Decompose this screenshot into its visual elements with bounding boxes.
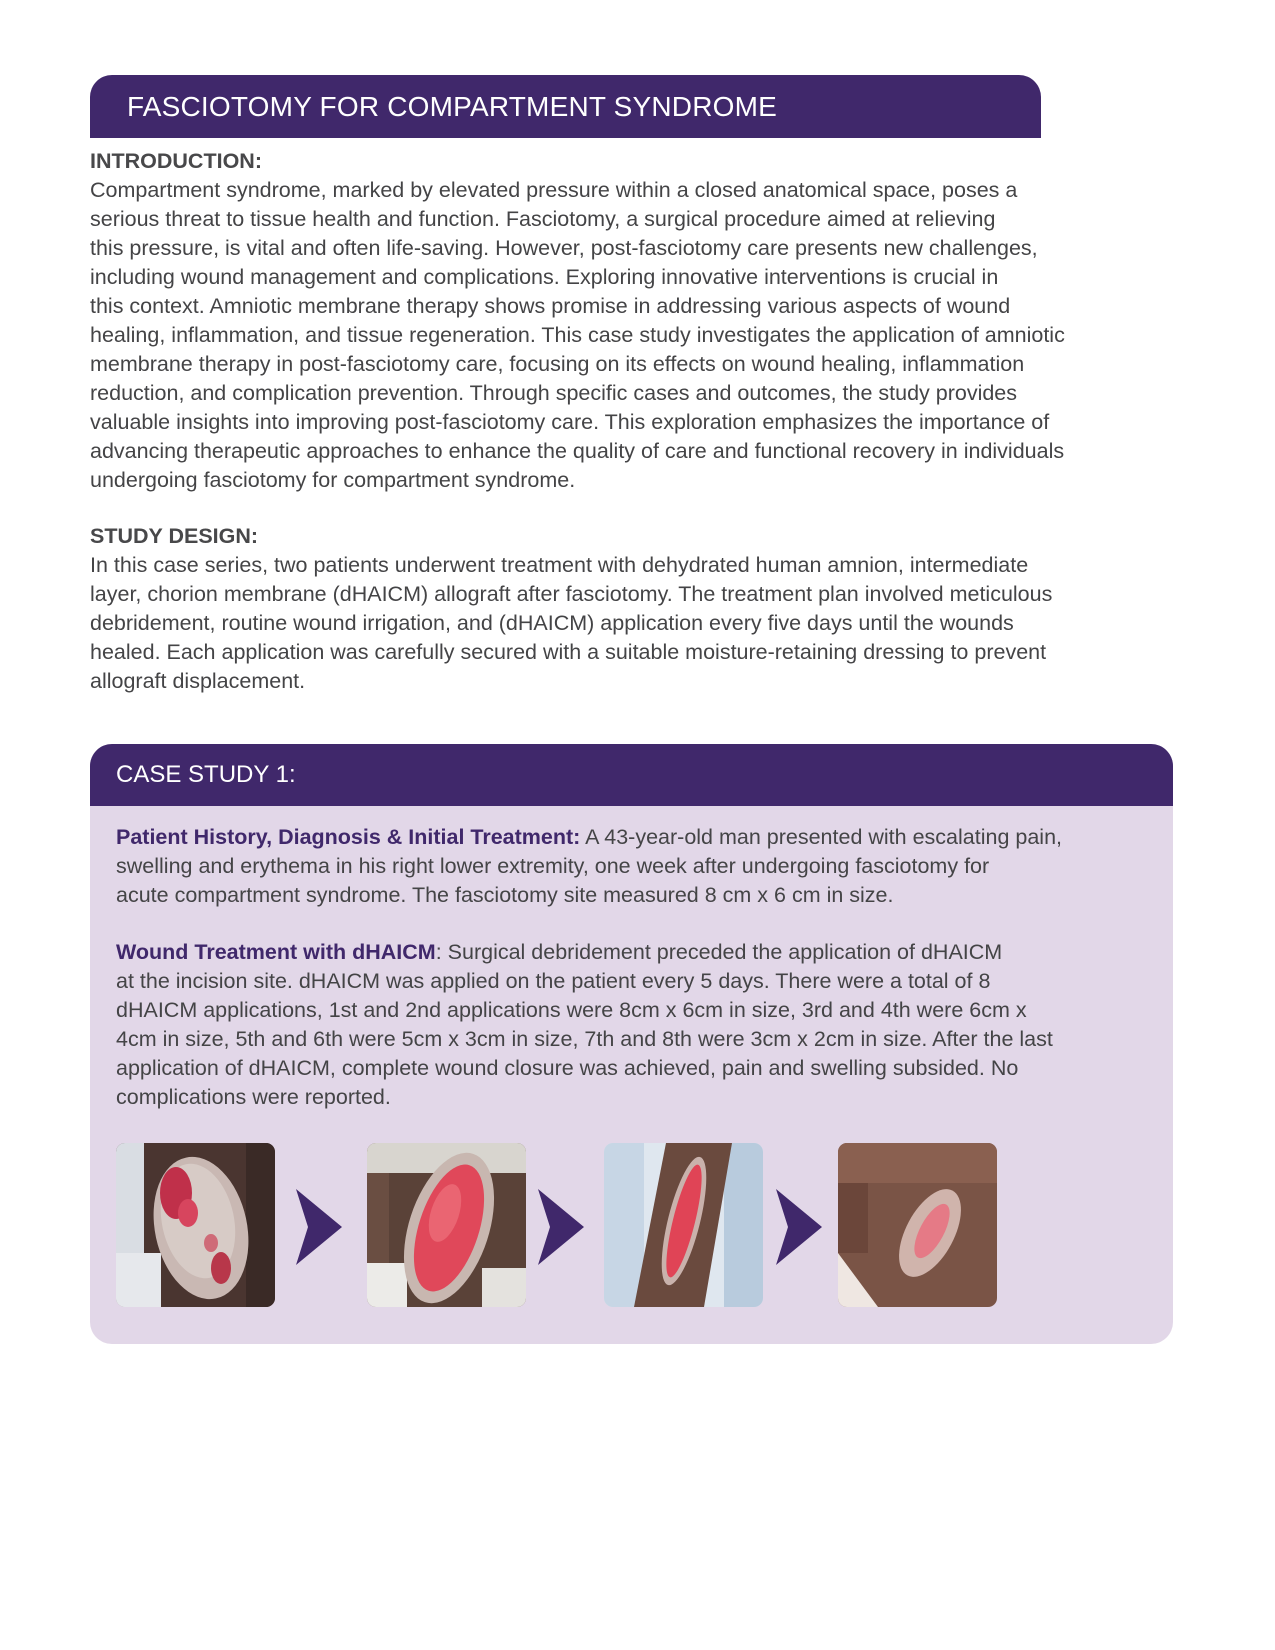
wound-photo-initial bbox=[116, 1143, 275, 1307]
introduction-line: reduction, and complication prevention. Through specific cases and outcomes, the study provides bbox=[90, 381, 1018, 405]
wound-treatment-line: complications were reported. bbox=[116, 1085, 391, 1109]
wound-treatment-line: at the incision site. dHAICM was applied on the patient every 5 days. There were a total of 8 bbox=[116, 969, 991, 993]
patient-history-text bbox=[116, 823, 1166, 910]
patient-history-line: swelling and erythema in his right lower extremity, one week after undergoing fasciotomy for bbox=[116, 854, 990, 878]
introduction-line: membrane therapy in post-fasciotomy care, focusing on its effects on wound healing, inflammation bbox=[90, 352, 1025, 376]
introduction-line: advancing therapeutic approaches to enhance the quality of care and functional recovery in individuals bbox=[90, 439, 1065, 463]
wound-photo-progress-1 bbox=[367, 1143, 526, 1307]
wound-treatment-lead: Wound Treatment with dHAICM bbox=[116, 940, 436, 964]
patient-history-lead: Patient History, Diagnosis & Initial Treatment: bbox=[116, 825, 581, 849]
introduction-line: this context. Amniotic membrane therapy shows promise in addressing various aspects of wound bbox=[90, 294, 1011, 318]
introduction-line: healing, inflammation, and tissue regeneration. This case study investigates the application of amniotic bbox=[90, 323, 1065, 347]
study-design-line: allograft displacement. bbox=[90, 669, 306, 693]
wound-treatment-line: application of dHAICM, complete wound closure was achieved, pain and swelling subsided. No bbox=[116, 1056, 1019, 1080]
chevron-right-icon bbox=[776, 1189, 822, 1265]
chevron-right-icon bbox=[296, 1189, 342, 1265]
introduction-line: undergoing fasciotomy for compartment syndrome. bbox=[90, 468, 576, 492]
case-study-header: CASE STUDY 1: bbox=[90, 744, 1173, 806]
chevron-right-icon bbox=[538, 1189, 584, 1265]
case-study-card bbox=[90, 744, 1173, 1344]
wound-treatment-line: dHAICM applications, 1st and 2nd applications were 8cm x 6cm in size, 3rd and 4th were 6cm x bbox=[116, 998, 1027, 1022]
wound-treatment-text bbox=[116, 938, 1166, 1112]
introduction-line: including wound management and complications. Exploring innovative interventions is crucial in bbox=[90, 265, 999, 289]
introduction-heading: INTRODUCTION: bbox=[90, 149, 262, 173]
study-design-text bbox=[90, 551, 1190, 696]
patient-history-line bbox=[116, 823, 1166, 852]
study-design-line: layer, chorion membrane (dHAICM) allograft after fasciotomy. The treatment plan involved meticulous bbox=[90, 582, 1053, 606]
wound-photo-progress-2 bbox=[604, 1143, 763, 1307]
patient-history-rest: A 43-year-old man presented with escalating pain, bbox=[580, 825, 1062, 849]
study-design-line: healed. Each application was carefully secured with a suitable moisture-retaining dressing to prevent bbox=[90, 640, 1047, 664]
wound-treatment-line bbox=[116, 938, 1166, 967]
introduction-text bbox=[90, 176, 1190, 495]
patient-history-line: acute compartment syndrome. The fasciotomy site measured 8 cm x 6 cm in size. bbox=[116, 883, 894, 907]
study-design-heading: STUDY DESIGN: bbox=[90, 524, 259, 548]
introduction-line: this pressure, is vital and often life-saving. However, post-fasciotomy care presents new challenges, bbox=[90, 236, 1038, 260]
introduction-line: valuable insights into improving post-fasciotomy care. This exploration emphasizes the importance of bbox=[90, 410, 1050, 434]
wound-photo-healed bbox=[838, 1143, 997, 1307]
wound-treatment-rest: : Surgical debridement preceded the application of dHAICM bbox=[435, 940, 1003, 964]
page-title-banner: FASCIOTOMY FOR COMPARTMENT SYNDROME bbox=[90, 75, 1041, 138]
study-design-line: debridement, routine wound irrigation, and (dHAICM) application every five days until the wounds bbox=[90, 611, 1014, 635]
introduction-line: serious threat to tissue health and function. Fasciotomy, a surgical procedure aimed at relieving bbox=[90, 207, 996, 231]
introduction-line: Compartment syndrome, marked by elevated pressure within a closed anatomical space, poses a bbox=[90, 178, 1018, 202]
study-design-line: In this case series, two patients underwent treatment with dehydrated human amnion, intermediate bbox=[90, 553, 1029, 577]
wound-treatment-line: 4cm in size, 5th and 6th were 5cm x 3cm in size, 7th and 8th were 3cm x 2cm in size. After the last bbox=[116, 1027, 1053, 1051]
